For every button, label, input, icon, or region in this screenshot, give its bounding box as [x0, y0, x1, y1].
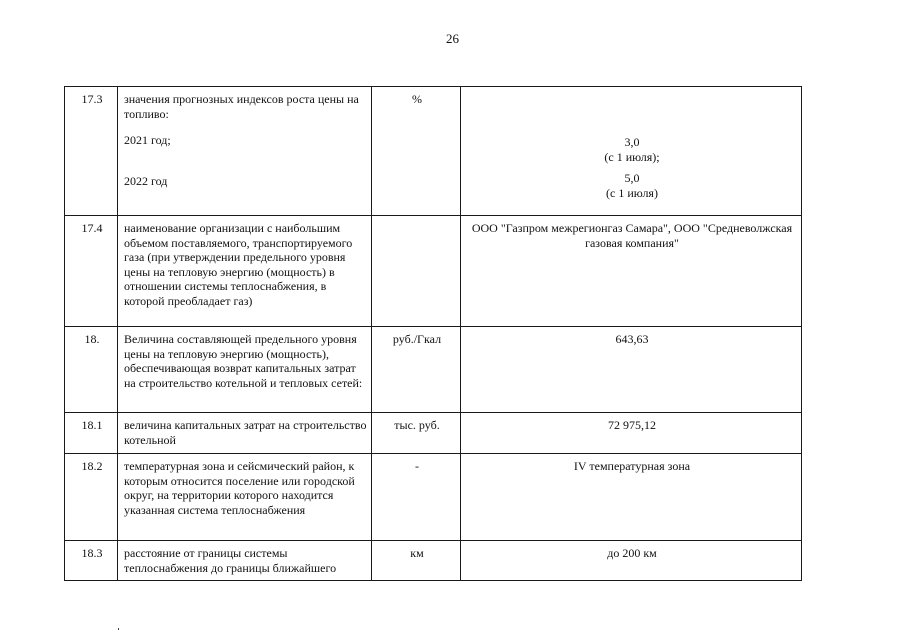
- row-number: 18.1: [65, 413, 118, 454]
- row-number: 17.3: [65, 87, 118, 216]
- row-description: Величина составляющей предельного уровня цены на тепловую энергию (мощность), обеспечивающая возврат капитальных затрат на строительство котельной и тепловых сетей:: [118, 327, 372, 413]
- row-value: ООО "Газпром межрегионгаз Самара", ООО "Средневолжская газовая компания": [461, 216, 802, 327]
- table-row: [65, 454, 802, 541]
- row-description: величина капитальных затрат на строительство котельной: [118, 413, 372, 454]
- row-description: [118, 87, 372, 216]
- row-unit: км: [372, 541, 461, 581]
- page-number: 26: [446, 31, 459, 46]
- table-row: [65, 413, 802, 454]
- row-description: температурная зона и сейсмический район, к которым относится поселение или городской округ, на территории которого находится указанная система теплоснабжения: [118, 454, 372, 541]
- row-unit: %: [372, 87, 461, 216]
- index-value: 5,0: [624, 171, 640, 186]
- row-description-text: значения прогнозных индексов роста цены на топливо:: [124, 92, 359, 121]
- table-row: [65, 541, 802, 581]
- table-row: [65, 87, 802, 216]
- row-unit: [372, 216, 461, 327]
- scan-speck: [118, 628, 119, 630]
- tariff-table: [64, 86, 802, 581]
- year-label: 2021 год;: [124, 133, 171, 148]
- table-row: [65, 216, 802, 327]
- index-value: 3,0: [624, 135, 640, 149]
- row-number: 18.: [65, 327, 118, 413]
- row-description: наименование организации с наибольшим объемом поставляемого, транспортируемого газа (при утверждении предельного уровня цены на тепловую энергию (мощность) в отношении системы теплоснабжения, в которой преобладает газ): [118, 216, 372, 327]
- row-value: 72 975,12: [461, 413, 802, 454]
- year-label: 2022 год: [124, 173, 168, 188]
- row-number: 17.4: [65, 216, 118, 327]
- row-value: до 200 км: [461, 541, 802, 581]
- row-value: [461, 87, 802, 216]
- row-description: расстояние от границы системы теплоснабжения до границы ближайшего: [118, 541, 372, 581]
- index-note: (с 1 июля): [606, 185, 658, 200]
- row-value: IV температурная зона: [461, 454, 802, 541]
- row-unit: тыс. руб.: [372, 413, 461, 454]
- row-value: 643,63: [461, 327, 802, 413]
- table-row: [65, 327, 802, 413]
- row-unit: -: [372, 454, 461, 541]
- row-unit: руб./Гкал: [372, 327, 461, 413]
- row-number: 18.3: [65, 541, 118, 581]
- index-note: (с 1 июля);: [604, 149, 660, 164]
- row-number: 18.2: [65, 454, 118, 541]
